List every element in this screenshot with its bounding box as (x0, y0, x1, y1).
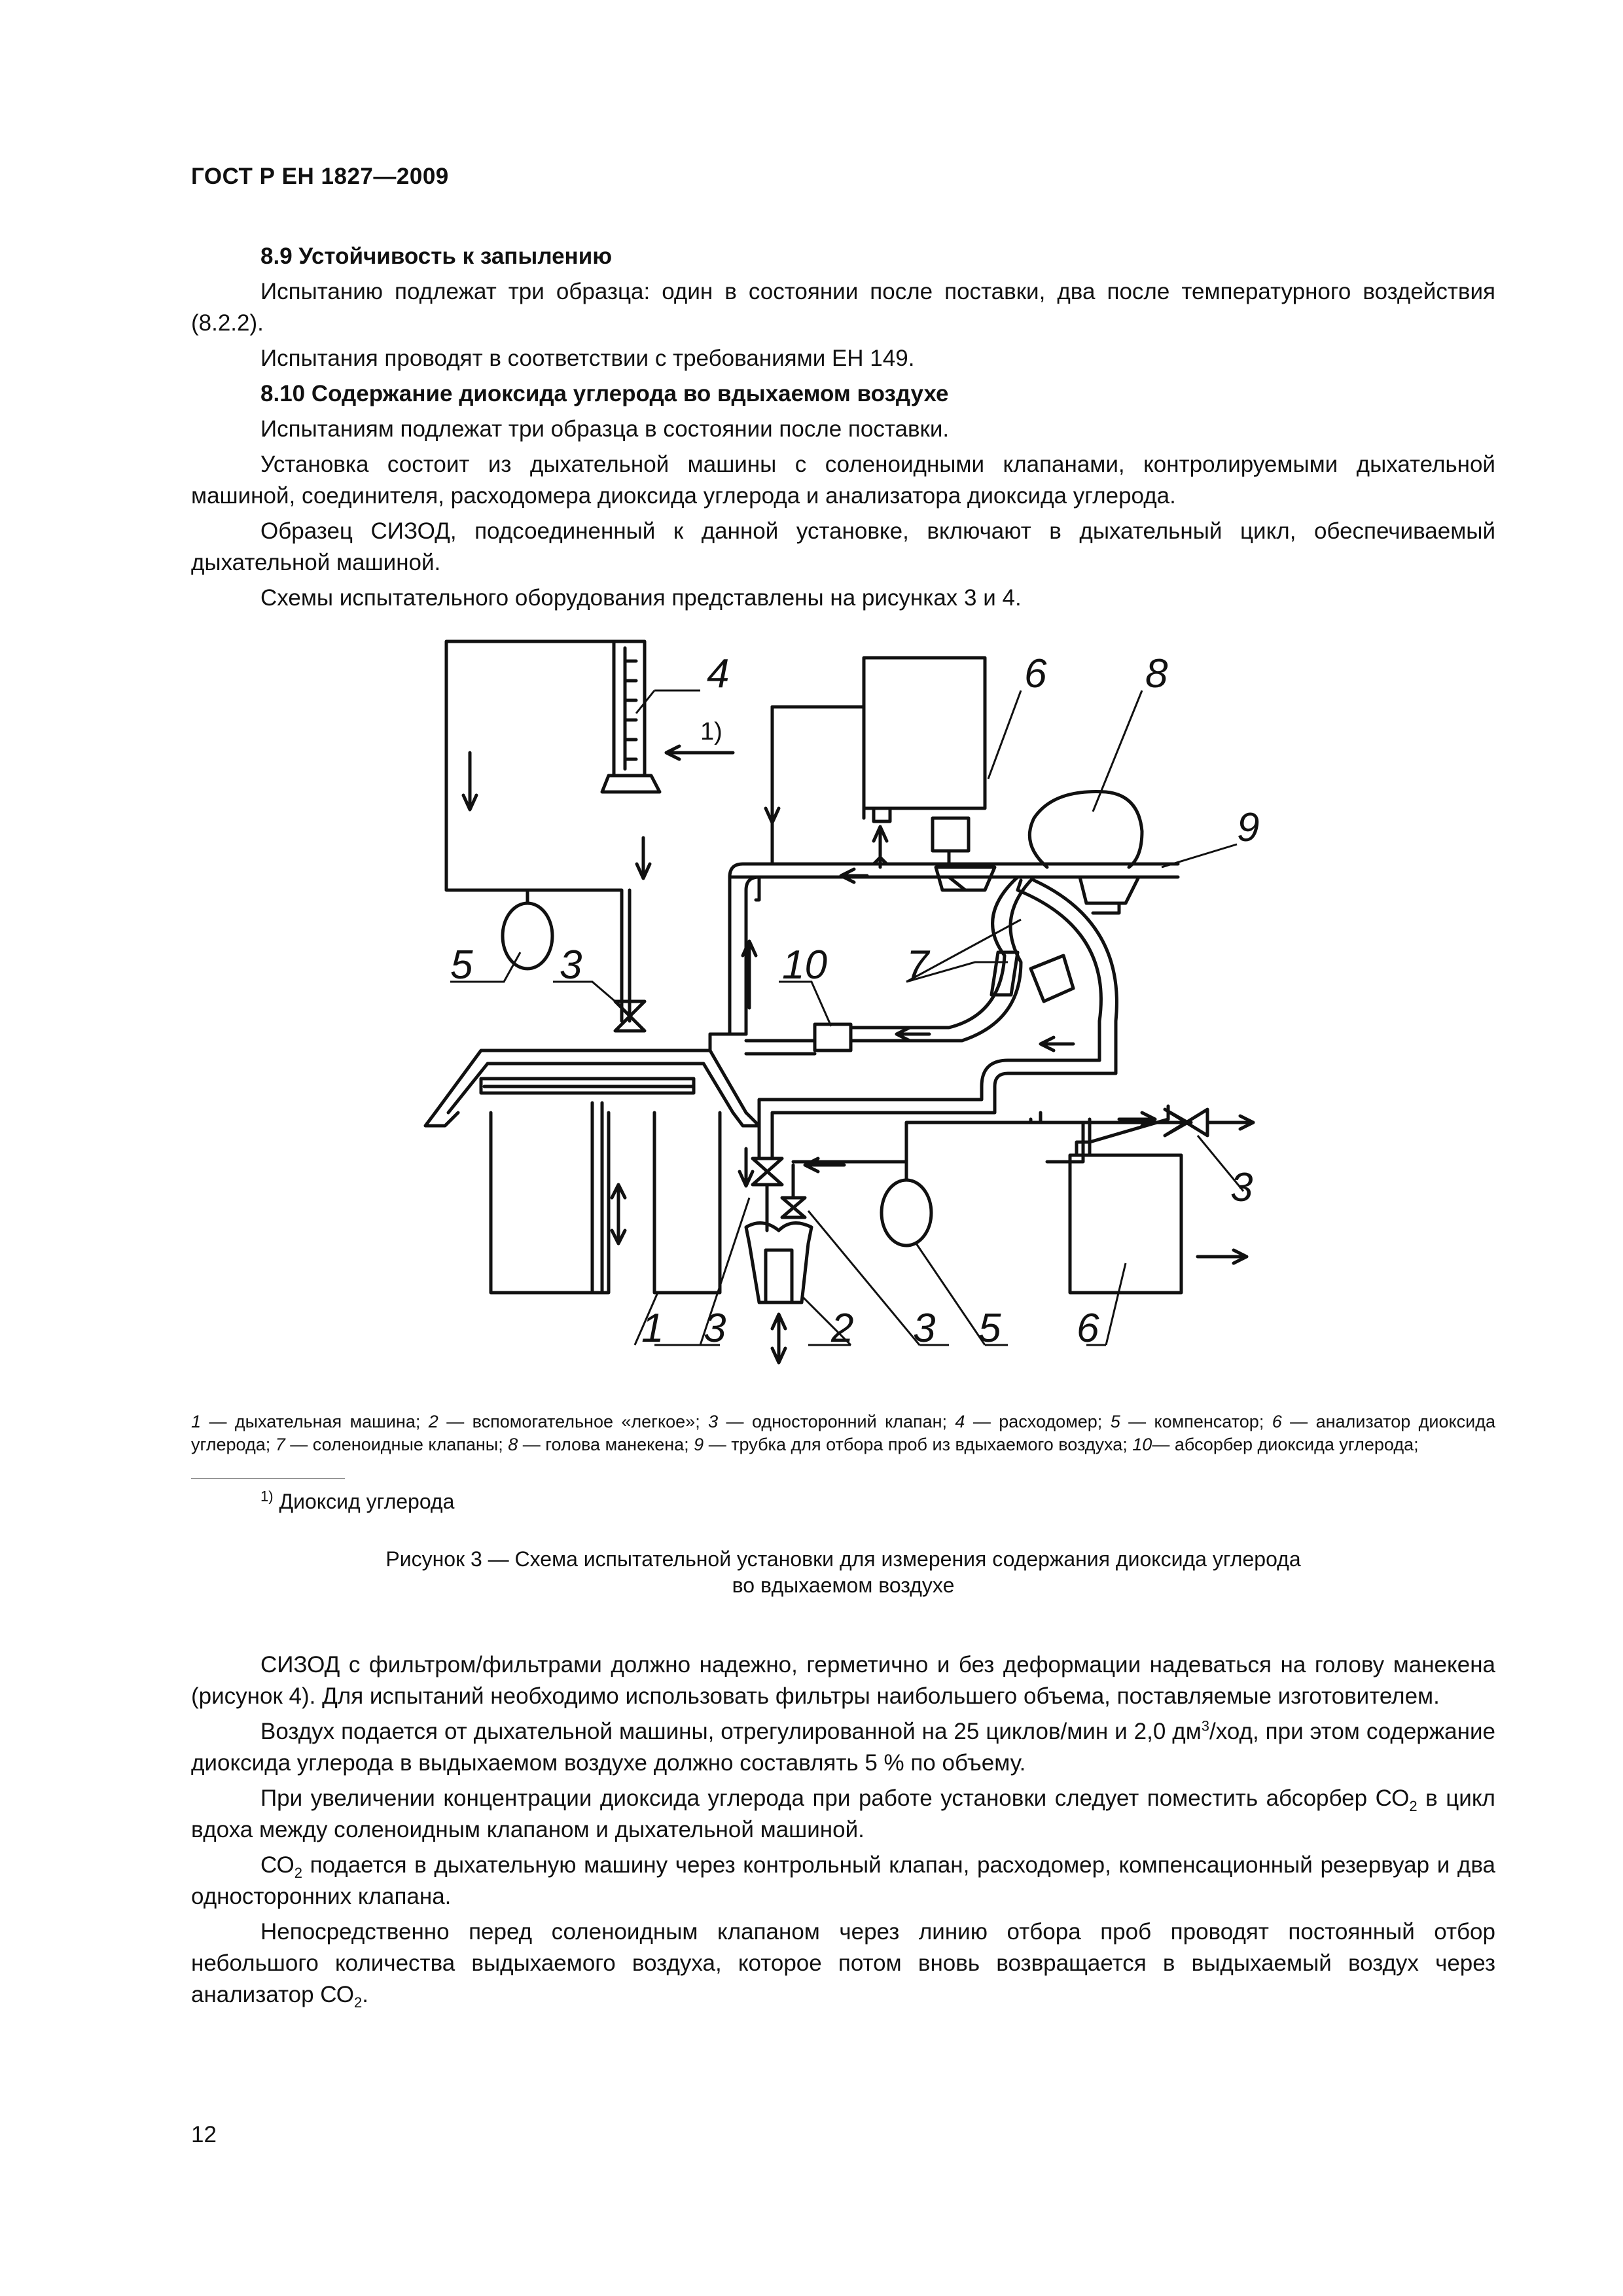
legend-item: 1 — дыхательная машина; (191, 1412, 429, 1431)
auxiliary-lung (746, 1223, 812, 1302)
body-after-figure (191, 1649, 1495, 2015)
solenoid-valve (933, 818, 969, 851)
label-6: 6 (1077, 1306, 1099, 1351)
co2-absorber (815, 1024, 851, 1050)
legend-item: 9 — трубка для отбора проб из вдыхаемого воздуха; (694, 1435, 1133, 1454)
breathing-machine (435, 1050, 746, 1113)
label-8: 8 (1145, 651, 1168, 696)
paragraph: Непосредственно перед соленоидным клапаном через линию отбора проб проводят постоянный отбор небольшого количества выдыхаемого воздуха, которое потом вновь возвращается в выдыхаемый воздух через анализатор $СО_2$. (191, 1919, 1495, 2011)
figure-footnote: $^{1)}$ Диоксид углерода (260, 1488, 455, 1513)
page-number: 12 (191, 2122, 217, 2147)
legend-item: 6 — анализатор диоксида углерода; (191, 1412, 1495, 1454)
label-5: 5 (450, 942, 473, 988)
dummy-head (1029, 792, 1142, 868)
label-4: 4 (707, 651, 730, 696)
compensator (503, 903, 552, 969)
paragraph: Испытанию подлежат три образца: один в состоянии после поставки, два после температурного воздействия (8.2.2). (191, 279, 1495, 336)
label-6: 6 (1024, 651, 1047, 696)
label-9: 9 (1237, 805, 1260, 850)
paragraph: При увеличении концентрации диоксида углерода при работе установки следует поместить абсорбер $СО_2$ в цикл вдоха между соленоидным клапаном и дыхательной машиной. (191, 1785, 1495, 1842)
figure-legend (191, 1410, 1495, 1456)
label-10: 10 (782, 942, 827, 988)
paragraph: Испытаниям подлежат три образца в состоянии после поставки. (260, 416, 950, 442)
paragraph: $СО_2$ подается в дыхательную машину через контрольный клапан, расходомер, компенсационный резервуар и два односторонних клапана. (191, 1852, 1495, 1909)
label-footnote-mark: 1) (700, 718, 722, 745)
label-2: 2 (831, 1306, 854, 1351)
legend-item: 4 — расходомер; (955, 1412, 1111, 1431)
label-3: 3 (913, 1306, 936, 1351)
paragraph: Испытания проводят в соответствии с требованиями ЕН 149. (260, 346, 915, 371)
section-8-10-title: 8.10 Содержание диоксида углерода во вдыхаемом воздухе (260, 381, 949, 406)
label-3: 3 (560, 942, 582, 988)
paragraph: Образец СИЗОД, подсоединенный к данной установке, включают в дыхательный цикл, обеспечиваемый дыхательной машиной. (191, 518, 1495, 575)
paragraph: Воздух подается от дыхательной машины, отрегулированной на 25 циклов/мин и 2,0 $дм^3$/ход, при этом содержание диоксида углерода в выдыхаемом воздухе должно составлять 5 % по объему. (191, 1717, 1495, 1776)
legend-item: 10— абсорбер диоксида углерода; (1132, 1435, 1419, 1454)
label-1: 1 (641, 1306, 664, 1351)
document-header: ГОСТ Р ЕН 1827—2009 (191, 164, 449, 189)
figure-labels (450, 651, 1259, 1351)
legend-item: 7 — соленоидные клапаны; (275, 1435, 508, 1454)
footnote-divider (191, 1478, 345, 1479)
flowmeter (614, 641, 645, 776)
co2-analyzer (864, 658, 985, 808)
label-3: 3 (704, 1306, 726, 1351)
legend-item: 2 — вспомогательное «легкое»; (428, 1412, 709, 1431)
label-7: 7 (906, 942, 929, 988)
section-8-9-title: 8.9 Устойчивость к запылению (260, 243, 613, 269)
paragraph: СИЗОД с фильтром/фильтрами должно надежно, герметично и без деформации надеваться на голову манекена (рисунок 4). Для испытаний необходимо использовать фильтры наибольшего объема, поставляемые изготовителем. (191, 1652, 1495, 1709)
paragraph: Схемы испытательного оборудования представлены на рисунках 3 и 4. (260, 585, 1022, 611)
figure-caption: Рисунок 3 — Схема испытательной установки для измерения содержания диоксида углерода во вдыхаемом воздухе (385, 1547, 1301, 1597)
label-3: 3 (1230, 1165, 1253, 1210)
legend-item: 3 — односторонний клапан; (708, 1412, 955, 1431)
paragraph: Установка состоит из дыхательной машины с соленоидными клапанами, контролируемыми дыхательной машиной, соединителя, расходомера диоксида углерода и анализатора диоксида углерода. (191, 452, 1495, 509)
legend-item: 5 — компенсатор; (1110, 1412, 1272, 1431)
section-8-9 (191, 241, 1495, 618)
legend-item: 8 — голова манекена; (508, 1435, 694, 1454)
label-5: 5 (978, 1306, 1001, 1351)
